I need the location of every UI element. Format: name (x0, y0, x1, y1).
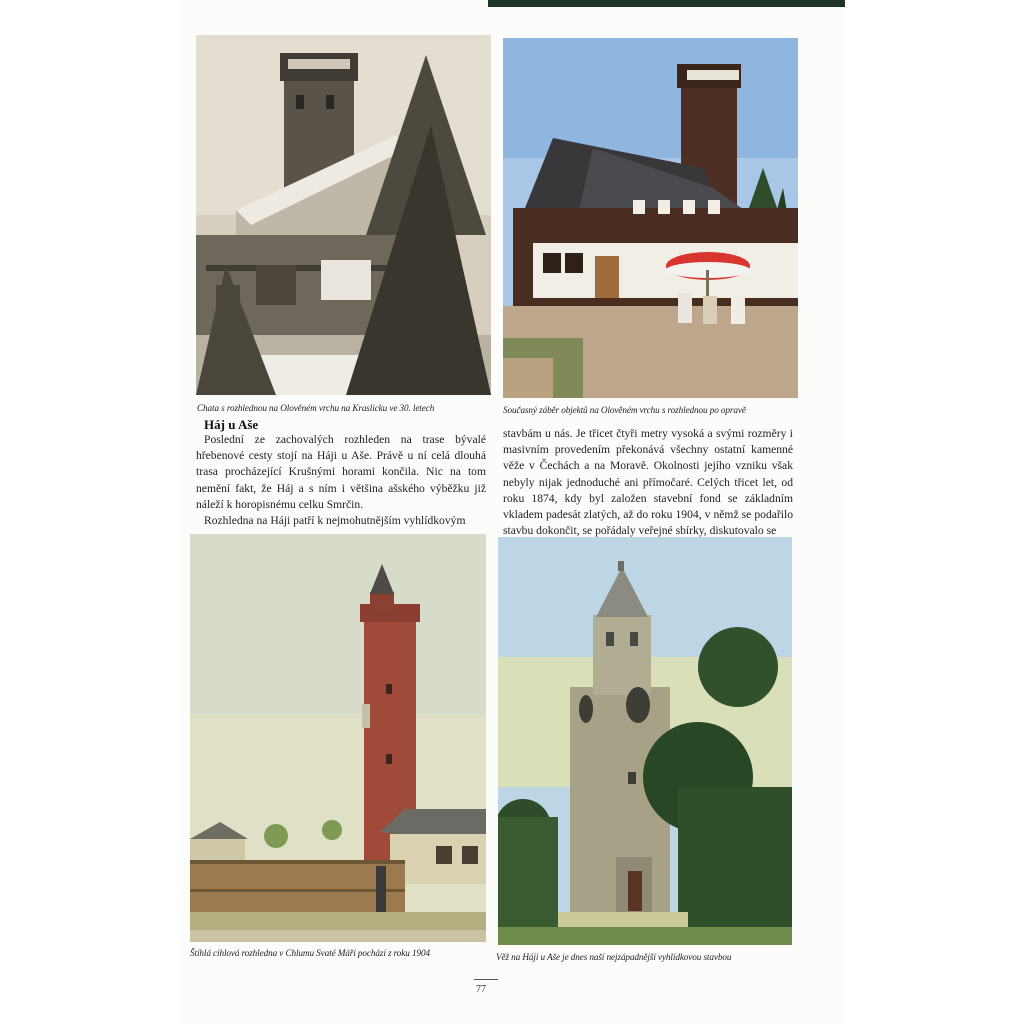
caption-photo-3: Štíhlá cihlová rozhledna v Chlumu Svaté Máří pochází z roku 1904 (190, 948, 430, 958)
caption-photo-4: Věž na Háji u Aše je dnes naší nejzápadnější vyhlídkovou stavbou (496, 952, 732, 962)
photo-chalet-1930s (196, 35, 491, 395)
photo-stone-tower-haj (498, 537, 792, 945)
right-paragraph-1: stavbám u nás. Je třicet čtyři metry vysoká a svými rozměry i masivním provedením překonává všechny ostatní kamenné věže v Čechách a na Moravě. Okolnosti jejího vzniku však nebyly nijak jednoduché ani přímočaré. Celých třicet let, od roku 1874, kdy byl založen stavební fond se základním vkladem padesát zlatých, až do roku 1904, v němž se podařilo stavbu dokončit, se pořádaly veřejné sbírky, diskutovalo se (503, 427, 793, 538)
top-edge-bar (488, 0, 845, 7)
left-text-column (196, 432, 486, 529)
photo-chalet-today (503, 38, 798, 398)
caption-photo-2: Současný záběr objektů na Olověném vrchu s rozhlednou po opravě (503, 405, 746, 415)
page-number-rule (474, 979, 498, 980)
right-text-column (503, 426, 793, 539)
left-paragraph-2: Rozhledna na Háji patří k nejmohutnějším vyhlídkovým (204, 514, 466, 528)
page-number: 77 (476, 984, 486, 995)
photo-brick-tower-chlum (190, 534, 486, 942)
left-paragraph-1: Poslední ze zachovalých rozhleden na trase bývalé hřebenové cesty stojí na Háji u Aše. Právě u ní celá dlouhá trasa procházející Krušnými horami končila. Nic na tom nemění fakt, že Háj a s ním i většina ašského výběžku již náleží k horopisnému celku Smrčin. (196, 433, 486, 511)
caption-photo-1: Chata s rozhlednou na Olověném vrchu na Kraslicku ve 30. letech (197, 403, 435, 413)
right-margin (845, 0, 1024, 1024)
left-margin (0, 0, 180, 1024)
section-heading: Háj u Aše (204, 417, 259, 432)
